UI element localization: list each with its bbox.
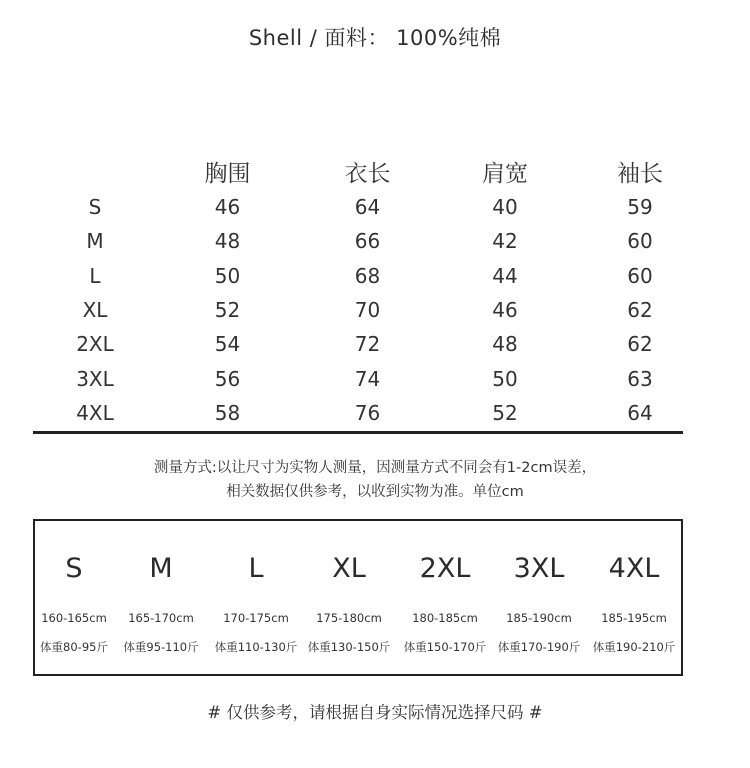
measurement-table bbox=[30, 152, 710, 430]
cell-sleeve: 64 bbox=[627, 400, 653, 425]
cell-length: 76 bbox=[354, 400, 381, 425]
header-sleeve: 袖长 bbox=[617, 160, 663, 187]
cell-sleeve: 60 bbox=[627, 263, 653, 288]
guide-height-range: 185-195cm bbox=[601, 611, 667, 625]
cell-shoulder: 50 bbox=[492, 366, 518, 391]
guide-size-label: L bbox=[248, 553, 264, 584]
cell-sleeve: 60 bbox=[627, 229, 653, 254]
guide-size-label: S bbox=[65, 553, 83, 584]
measurement-note-line1: 测量方式:以让尺寸为实物人测量，因测量方式不同会有1-2cm误差， bbox=[153, 460, 597, 476]
table-row bbox=[30, 361, 710, 395]
table-row bbox=[30, 190, 710, 224]
row-size: M bbox=[86, 229, 104, 254]
row-size: 2XL bbox=[76, 332, 114, 357]
cell-chest: 52 bbox=[214, 298, 241, 323]
header-size bbox=[30, 152, 160, 190]
cell-length: 72 bbox=[354, 332, 381, 357]
guide-weight-range: 体重110-130斤 bbox=[214, 640, 298, 654]
guide-size-label: XL bbox=[332, 553, 366, 584]
cell-shoulder: 42 bbox=[492, 229, 518, 254]
guide-height-range: 165-170cm bbox=[128, 611, 194, 625]
cell-sleeve: 63 bbox=[627, 366, 653, 391]
cell-length: 64 bbox=[354, 195, 381, 220]
cell-sleeve: 62 bbox=[627, 332, 653, 357]
cell-chest: 50 bbox=[214, 263, 241, 288]
table-row bbox=[30, 293, 710, 327]
measurement-note-line2: 相关数据仅供参考，以收到实物为准。单位cm bbox=[226, 484, 524, 500]
row-size: XL bbox=[82, 298, 108, 323]
guide-weight-range: 体重150-170斤 bbox=[403, 640, 487, 654]
guide-height-range: 175-180cm bbox=[316, 611, 382, 625]
cell-sleeve: 62 bbox=[627, 298, 653, 323]
cell-chest: 56 bbox=[214, 366, 241, 391]
cell-chest: 46 bbox=[214, 195, 241, 220]
cell-length: 66 bbox=[354, 229, 381, 254]
header-shoulder: 肩宽 bbox=[482, 160, 528, 187]
cell-shoulder: 40 bbox=[492, 195, 518, 220]
cell-shoulder: 48 bbox=[492, 332, 518, 357]
guide-weight-range: 体重170-190斤 bbox=[497, 640, 581, 654]
table-header-row bbox=[30, 152, 710, 190]
header-length: 衣长 bbox=[344, 160, 391, 187]
guide-weight-range: 体重95-110斤 bbox=[123, 640, 199, 654]
cell-shoulder: 46 bbox=[492, 298, 518, 323]
row-size: 3XL bbox=[76, 366, 114, 391]
table-row bbox=[30, 259, 710, 293]
cell-shoulder: 44 bbox=[492, 263, 518, 288]
guide-weight-range: 体重190-210斤 bbox=[592, 640, 676, 654]
guide-weight-range: 体重80-95斤 bbox=[40, 640, 108, 654]
guide-size-label: 3XL bbox=[513, 553, 565, 584]
row-size: 4XL bbox=[76, 400, 114, 425]
divider bbox=[33, 431, 683, 434]
table-row bbox=[30, 224, 710, 258]
row-size: L bbox=[89, 263, 101, 288]
cell-length: 74 bbox=[354, 366, 381, 391]
table-row bbox=[30, 396, 710, 430]
guide-height-range: 170-175cm bbox=[223, 611, 289, 625]
cell-chest: 54 bbox=[214, 332, 241, 357]
row-size: S bbox=[88, 195, 102, 220]
footer-note: # 仅供参考，请根据自身实际情况选择尺码 # bbox=[207, 703, 543, 722]
size-guide-box bbox=[33, 519, 683, 676]
cell-shoulder: 52 bbox=[492, 400, 518, 425]
guide-weight-range: 体重130-150斤 bbox=[307, 640, 391, 654]
cell-chest: 48 bbox=[214, 229, 241, 254]
header-chest: 胸围 bbox=[204, 160, 251, 187]
guide-size-label: 4XL bbox=[608, 553, 660, 584]
guide-height-range: 185-190cm bbox=[506, 611, 572, 625]
table-row bbox=[30, 327, 710, 361]
cell-sleeve: 59 bbox=[627, 195, 653, 220]
guide-height-range: 160-165cm bbox=[41, 611, 107, 625]
guide-height-range: 180-185cm bbox=[412, 611, 478, 625]
cell-chest: 58 bbox=[214, 400, 241, 425]
guide-size-label: 2XL bbox=[419, 553, 471, 584]
cell-length: 68 bbox=[354, 263, 381, 288]
cell-length: 70 bbox=[354, 298, 381, 323]
page-title: Shell / 面料： 100%纯棉 bbox=[248, 26, 502, 50]
guide-size-label: M bbox=[149, 553, 173, 584]
